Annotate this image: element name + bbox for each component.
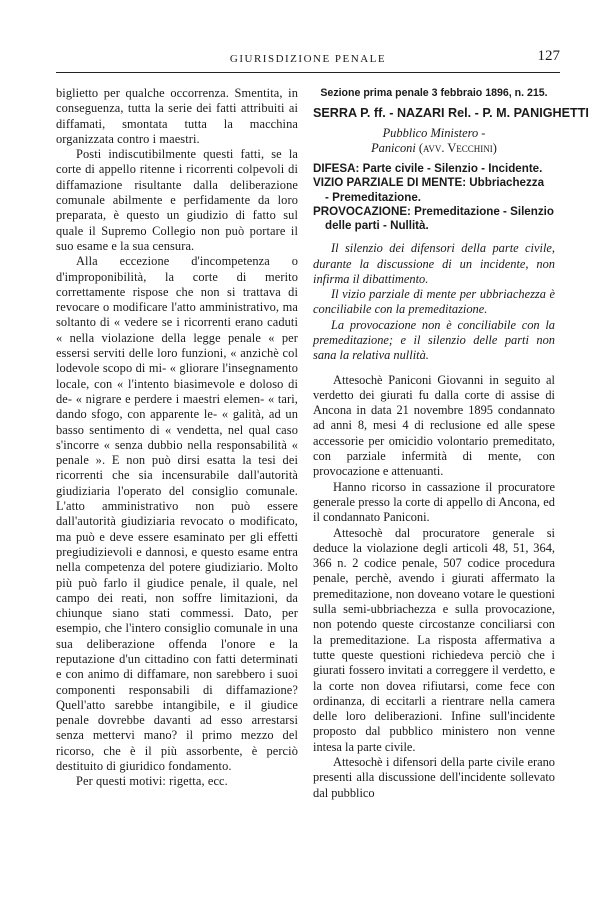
page-number: 127 [537, 48, 560, 64]
headword-provocation: PROVOCAZIONE: Premeditazione - Silenzio [313, 204, 554, 218]
right-paragraph-1: Attesochè Paniconi Giovanni in seguito al verdetto dei giurati fu dalla corte di assise di Ancona in data 21 novembre 1895 condannato ad anni 8, mesi 4 di reclusione ed alle spese accessorie per omicidio volontario premeditato, con parziale infermità di mente, con provocazione e attenuanti. [313, 372, 555, 479]
right-column [313, 86, 589, 801]
left-paragraph-2: Posti indiscutibilmente questi fatti, se la corte di appello ritenne i ricorrenti colpevoli di diffamazione risultante dalla deliberazione comunale abilmente e perfidamente da loro preparata, è questo un giudizio di fatto sul quale il Supremo Collegio non può portare il suo esame e la sua censura. [56, 147, 298, 253]
public-ministry-block [313, 126, 555, 157]
running-title: GIURISDIZIONE PENALE [229, 53, 387, 65]
summary-paragraph-2: Il vizio parziale di mente per ubbriachezza è conciliabile con la premeditazione. [313, 287, 555, 317]
public-ministry-line [313, 141, 555, 156]
left-paragraph-3: Alla eccezione d'incompetenza o d'improponibilità, la corte di merito correttamente rispose che non si trattava di revocare o modificare l'atto amministrativo, ma soltanto di « vedere se i ricorrenti erano caduti « nella violazione della legge penale « per essersi serviti delle loro funzioni, « anzichè col lodevole scopo di mi- « gliorare l'insegnamento locale, con « l'intento biasimevole e doloso di de- « nigrare e perdere i maestri elemen- « tari, dando sfogo, con apparente le- « galità, ad un basso sentimento di « vendetta, nel qual caso s'incorre « senza dubbio nella responsabilità « penale ». E non può dirsi esatta la tesi dei ricorrenti che sia incensurabile dall'autorità giudiziaria l'operato del consiglio comunale. L'atto amministrativo non può essere dall'autorità giudiziaria revocato o modificato, ma può e deve essere esaminato per gli effetti pregiudizievoli e dannosi, e questo esame entra nella competenza del potere giudiziario. Molto più può farlo il giudice penale, il quale, nel campo dei reati, non soffre limitazioni, da chiunque siano stati commessi. Dato, per esempio, che l'intero consiglio comunale in una sua deliberazione offenda l'onore e la reputazione d'un cittadino con fatti determinati e con animo di diffamare, non sarebbero i suoi componenti responsabili di diffamazione? Quell'atto sarebbe intangibile, e il giudice penale dovrebbe davanti ad esso arrestarsi senza mettervi mano? il primo mezzo del ricorso, che è il più assorbente, è perciò destituito di giuridico fondamento. [56, 254, 298, 774]
right-paragraph-2: Hanno ricorso in cassazione il procuratore generale presso la corte di appello di Ancona, ed il condannato Paniconi. [313, 479, 555, 525]
headword-defense: DIFESA: Parte civile - Silenzio - Incidente. [313, 162, 543, 176]
left-column [56, 86, 298, 790]
decision-body [313, 373, 555, 801]
left-paragraph-4: Per questi motivi: rigetta, ecc. [76, 774, 228, 789]
parties-line: SERRA P. ff. - NAZARI Rel. - P. M. PANIGHETTI [313, 106, 589, 121]
session-line: Sezione prima penale 3 febbraio 1896, n. 215. [320, 87, 548, 99]
page-header [56, 46, 560, 73]
summary-paragraph-3: La provocazione non è conciliabile con la premeditazione; e il silenzio delle parti non sana la relativa nullità. [313, 317, 555, 363]
summary-block [313, 241, 555, 363]
left-paragraph-1: biglietto per qualche occorrenza. Smentita, in conseguenza, tutta la serie dei fatti attribuiti ai diffamati, smontata tutta la macchina organizzata contro i maestri. [56, 86, 298, 146]
right-paragraph-4: Attesochè i difensori della parte civile erano presenti alla discussione dell'incidente sollevato dal pubblico [313, 755, 555, 800]
summary-paragraph-1: Il silenzio dei difensori della parte civile, durante la discussione di un incidente, non infirma il dibattimento. [313, 241, 555, 286]
headword-provocation-cont: delle parti - Nullità. [325, 219, 429, 232]
public-ministry-label: Pubblico Ministero - [382, 125, 486, 140]
headword-partial-insanity-cont: - Premeditazione. [325, 190, 421, 204]
public-ministry-lawyer: (avv. Vecchini) [418, 140, 497, 155]
headword-partial-insanity: VIZIO PARZIALE DI MENTE: Ubbriachezza [313, 176, 545, 190]
right-paragraph-3: Attesochè dal procuratore generale si deduce la violazione degli articoli 48, 51, 364, 366 n. 2 codice penale, 507 codice procedura penale, perchè, avendo i giurati affermato la premeditazione, non doveano votare le questioni sulla semi-ubbriachezza e sulla provocazione, non potendo queste circostanze conciliarsi con la premeditazione. La risposta affermativa a tutte queste questioni richiedeva perciò che i giurati fossero invitati a correggere il verdetto, e la corte non dovea rifiutarsi, come fece con ordinanza, di eccitarli a rientrare nella camera delle loro deliberazioni. Infine sull'incidente proposto dal pubblico ministero non venne intesa la parte civile. [313, 525, 555, 754]
headwords-block [313, 162, 555, 233]
public-ministry-name: Paniconi [371, 140, 416, 155]
